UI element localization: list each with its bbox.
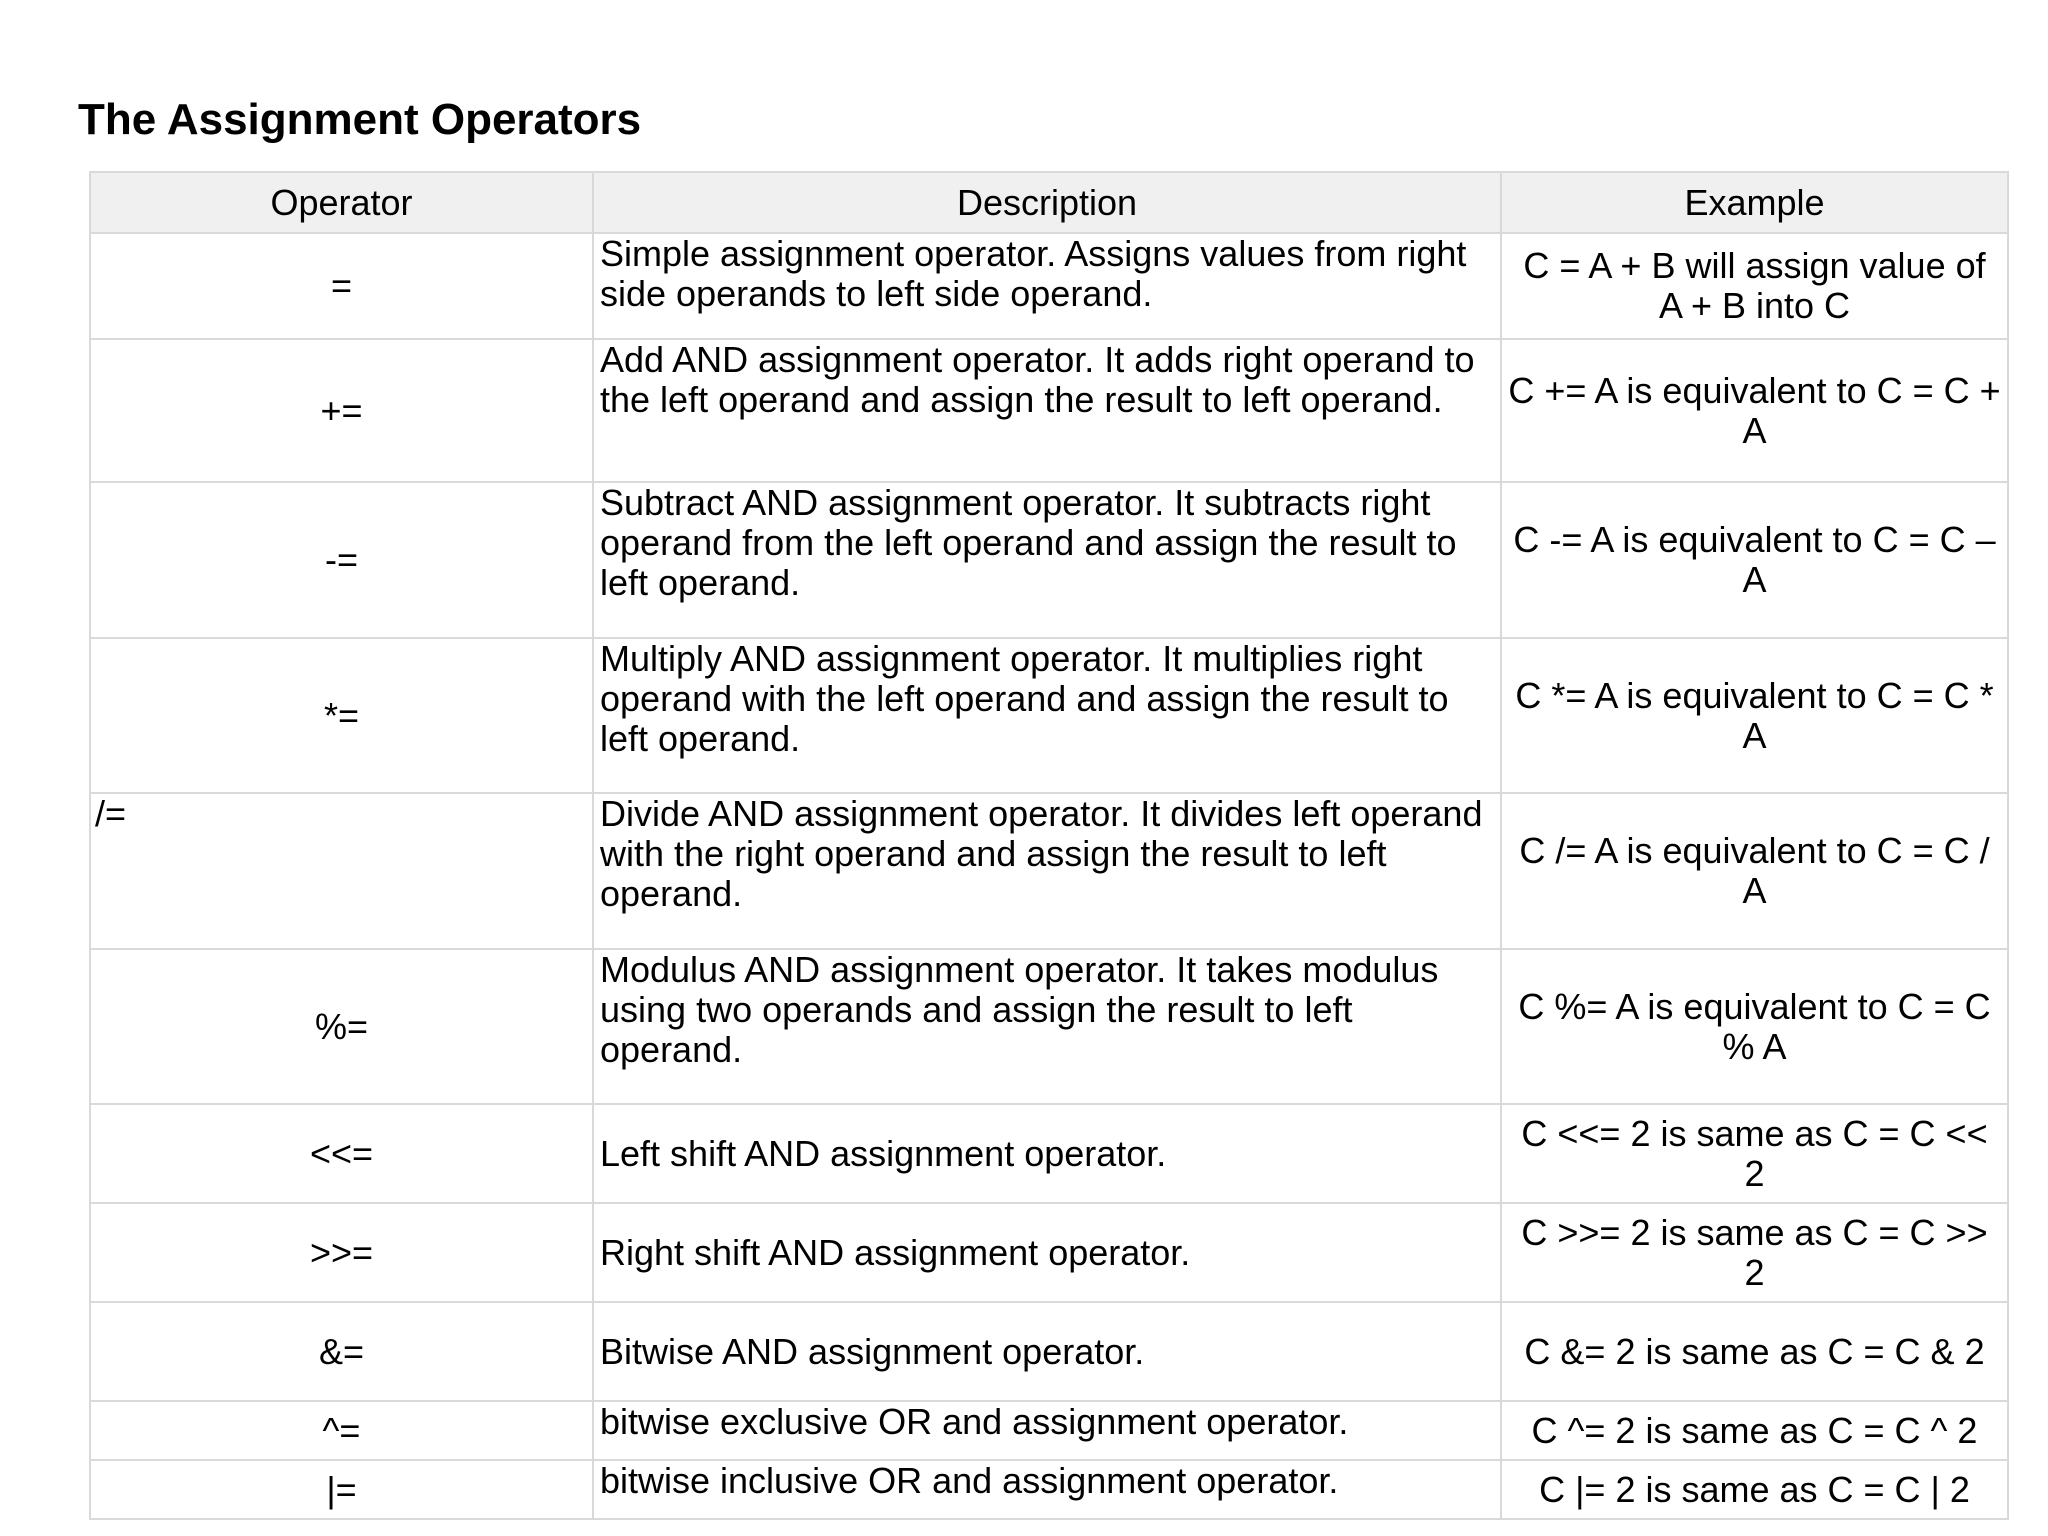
example-cell: C ^= 2 is same as C = C ^ 2 [1501,1401,2008,1460]
table-row [90,482,2008,638]
description-cell: Right shift AND assignment operator. [593,1203,1501,1302]
table-row [90,949,2008,1104]
example-cell: C -= A is equivalent to C = C – A [1501,482,2008,638]
operator-cell: %= [90,949,593,1104]
example-cell: C = A + B will assign value of A + B into C [1501,233,2008,339]
operator-cell: ^= [90,1401,593,1460]
operator-cell: &= [90,1302,593,1401]
table-row [90,339,2008,482]
example-cell: C *= A is equivalent to C = C * A [1501,638,2008,793]
operator-cell: -= [90,482,593,638]
example-cell: C /= A is equivalent to C = C / A [1501,793,2008,949]
header-operator: Operator [90,172,593,233]
operator-cell: >>= [90,1203,593,1302]
example-cell: C %= A is equivalent to C = C % A [1501,949,2008,1104]
description-cell: Modulus AND assignment operator. It takes modulus using two operands and assign the result to left operand. [593,949,1501,1104]
table-row [90,233,2008,339]
operator-cell: = [90,233,593,339]
description-cell: Simple assignment operator. Assigns values from right side operands to left side operand. [593,233,1501,339]
table-row [90,638,2008,793]
example-cell: C &= 2 is same as C = C & 2 [1501,1302,2008,1401]
example-cell: C += A is equivalent to C = C + A [1501,339,2008,482]
header-row [90,172,2008,233]
operator-cell: |= [90,1460,593,1519]
table-row [90,1203,2008,1302]
example-cell: C <<= 2 is same as C = C << 2 [1501,1104,2008,1203]
operator-cell: <<= [90,1104,593,1203]
table-row [90,1104,2008,1203]
table-row [90,1401,2008,1460]
example-cell: C >>= 2 is same as C = C >> 2 [1501,1203,2008,1302]
description-cell: Left shift AND assignment operator. [593,1104,1501,1203]
operator-cell: /= [90,793,593,949]
assignment-operators-table [89,171,2009,1520]
description-cell: bitwise exclusive OR and assignment operator. [593,1401,1501,1460]
description-cell: Add AND assignment operator. It adds right operand to the left operand and assign the result to left operand. [593,339,1501,482]
example-cell: C |= 2 is same as C = C | 2 [1501,1460,2008,1519]
operator-cell: += [90,339,593,482]
header-description: Description [593,172,1501,233]
header-example: Example [1501,172,2008,233]
page-title: The Assignment Operators [78,95,642,144]
description-cell: Subtract AND assignment operator. It subtracts right operand from the left operand and assign the result to left operand. [593,482,1501,638]
description-cell: Multiply AND assignment operator. It multiplies right operand with the left operand and assign the result to left operand. [593,638,1501,793]
table-row [90,793,2008,949]
description-cell: Divide AND assignment operator. It divides left operand with the right operand and assign the result to left operand. [593,793,1501,949]
operator-cell: *= [90,638,593,793]
table-row [90,1460,2008,1519]
table-row [90,1302,2008,1401]
description-cell: Bitwise AND assignment operator. [593,1302,1501,1401]
description-cell: bitwise inclusive OR and assignment operator. [593,1460,1501,1519]
